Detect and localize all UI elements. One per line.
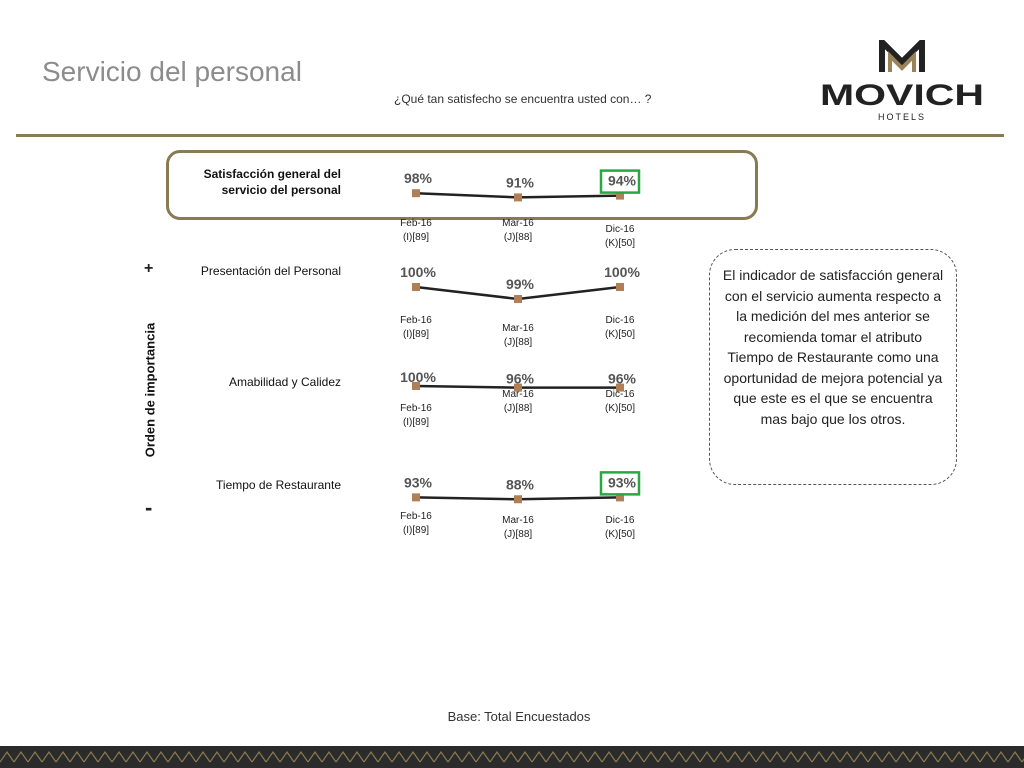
category-sample-satisfaccion-general-2: (K)[50] — [604, 238, 636, 249]
category-label-tiempo-restaurante-2: Dic-16 — [605, 515, 635, 526]
importance-plus-sign: + — [144, 260, 154, 277]
row-label-satisfaccion-general: Satisfacción general del servicio del personal — [203, 167, 341, 197]
row-label-tiempo-restaurante: Tiempo de Restaurante — [216, 478, 341, 492]
category-sample-satisfaccion-general-0: (I)[89] — [402, 232, 430, 243]
value-label-amabilidad-1: 96% — [505, 370, 535, 387]
data-point-satisfaccion-general-0 — [412, 189, 420, 197]
category-label-presentacion-2: Dic-16 — [605, 315, 635, 326]
value-label-tiempo-restaurante-2: 93% — [607, 474, 637, 491]
value-label-presentacion-2: 100% — [604, 264, 640, 280]
row-label-amabilidad: Amabilidad y Calidez — [228, 375, 341, 389]
data-point-presentacion-1 — [514, 295, 522, 303]
page-title: Servicio del personal — [42, 56, 302, 87]
value-label-satisfaccion-general-2: 94% — [607, 172, 637, 189]
category-label-satisfaccion-general-2: Dic-16 — [605, 224, 635, 235]
value-label-tiempo-restaurante-1: 88% — [505, 476, 535, 493]
category-sample-amabilidad-0: (I)[89] — [402, 417, 430, 428]
category-sample-presentacion-0: (I)[89] — [402, 329, 430, 340]
category-sample-tiempo-restaurante-0: (I)[89] — [402, 525, 430, 536]
value-label-presentacion-0: 100% — [400, 264, 436, 280]
category-sample-amabilidad-2: (K)[50] — [604, 403, 636, 414]
value-label-presentacion-1: 99% — [505, 276, 535, 292]
logo-sub-text: HOTELS — [877, 112, 927, 122]
category-label-satisfaccion-general-0: Feb-16 — [400, 218, 432, 229]
category-label-presentacion-0: Feb-16 — [400, 315, 432, 326]
value-label-amabilidad-2: 96% — [607, 370, 637, 387]
value-label-tiempo-restaurante-0: 93% — [403, 474, 433, 491]
category-label-amabilidad-0: Feb-16 — [400, 403, 432, 414]
logo-brand-text: MOVICH — [820, 79, 984, 112]
data-point-presentacion-0 — [412, 283, 420, 291]
base-note: Base: Total Encuestados — [447, 709, 591, 724]
category-sample-amabilidad-1: (J)[88] — [503, 403, 533, 414]
category-label-amabilidad-2: Dic-16 — [605, 389, 635, 400]
category-label-tiempo-restaurante-0: Feb-16 — [400, 511, 432, 522]
category-sample-satisfaccion-general-1: (J)[88] — [503, 232, 533, 243]
data-point-tiempo-restaurante-0 — [412, 493, 420, 501]
data-point-satisfaccion-general-1 — [514, 193, 522, 201]
value-label-satisfaccion-general-0: 98% — [403, 170, 433, 187]
row-label-presentacion: Presentación del Personal — [200, 264, 341, 278]
data-point-tiempo-restaurante-1 — [514, 495, 522, 503]
value-label-amabilidad-0: 100% — [400, 369, 436, 385]
category-label-tiempo-restaurante-1: Mar-16 — [502, 515, 534, 526]
category-label-satisfaccion-general-1: Mar-16 — [502, 218, 534, 229]
importance-minus-sign: - — [145, 495, 153, 520]
category-sample-presentacion-2: (K)[50] — [604, 329, 636, 340]
category-sample-tiempo-restaurante-2: (K)[50] — [604, 529, 636, 540]
value-label-satisfaccion-general-1: 91% — [505, 174, 535, 191]
category-sample-tiempo-restaurante-1: (J)[88] — [503, 529, 533, 540]
category-sample-presentacion-1: (J)[88] — [503, 337, 533, 348]
footer-pattern-band — [0, 746, 1024, 768]
survey-question: ¿Qué tan satisfecho se encuentra usted con… ? — [394, 92, 652, 106]
data-point-presentacion-2 — [616, 283, 624, 291]
comment-text: El indicador de satisfacción general con el servicio aumenta respecto a la medición del mes anterior se recomienda tomar el atributo Tiempo de Restaurante como una oportunidad de mejora potencial ya que este es el que se encuentra mas bajo que los otros. — [722, 267, 944, 427]
category-label-presentacion-1: Mar-16 — [502, 323, 534, 334]
category-label-amabilidad-1: Mar-16 — [502, 389, 534, 400]
importance-axis-title: Orden de importancia — [142, 322, 158, 458]
